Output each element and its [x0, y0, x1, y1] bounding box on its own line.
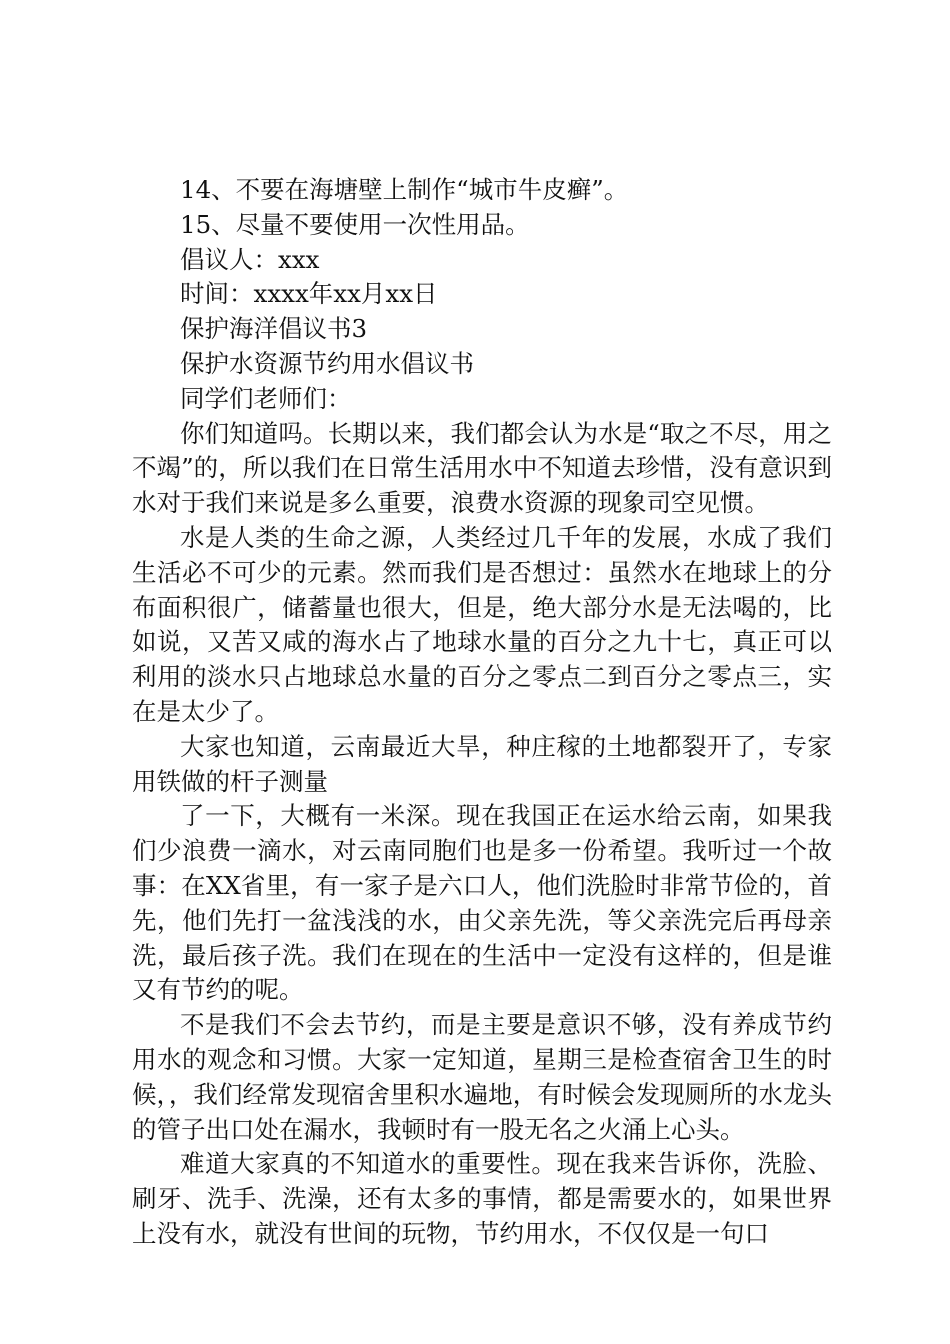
salutation: 同学们老师们： [180, 383, 352, 413]
list-item-15: 15、尽量不要使用一次性用品。 [180, 209, 530, 239]
body-paragraph-5: 不是我们不会去节约，而是主要是意识不够，没有养成节约用水的观念和习惯。大家一定知道，星期三是检查宿舍卫生的时候，，我们经常发现宿舍里积水遍地，有时候会发现厕所的水龙头的管子出口处在漏水，我顿时有一股无名之火涌上心头。 [132, 1010, 832, 1144]
document-title: 保护水资源节约用水倡议书 [180, 348, 474, 378]
date-line: 时间：xxxx年xx月xx日 [180, 279, 438, 309]
body-paragraph-3: 大家也知道，云南最近大旱，种庄稼的土地都裂开了，专家用铁做的杆子测量 [132, 731, 832, 796]
body-paragraph-2: 水是人类的生命之源，人类经过几千年的发展，水成了我们生活必不可少的元素。然而我们是否想过：虽然水在地球上的分布面积很广，储蓄量也很大，但是，绝大部分水是无法喝的，比如说，又苦又咸的海水占了地球水量的百分之九十七，真正可以利用的淡水只占地球总水量的百分之零点二到百分之零点三，实在是太少了。 [132, 522, 832, 726]
initiator-line: 倡议人：xxx [180, 244, 320, 274]
body-paragraph-6: 难道大家真的不知道水的重要性。现在我来告诉你，洗脸、刷牙、洗手、洗澡，还有太多的事情，都是需要水的，如果世界上没有水，就没有世间的玩物，节约用水，不仅仅是一句口 [132, 1149, 832, 1248]
section-heading: 保护海洋倡议书3 [180, 314, 368, 344]
document-body [132, 173, 832, 1252]
body-paragraph-1: 你们知道吗。长期以来，我们都会认为水是“取之不尽，用之不竭”的，所以我们在日常生活用水中不知道去珍惜，没有意识到水对于我们来说是多么重要，浪费水资源的现象司空见惯。 [132, 418, 832, 518]
list-item-14: 14、不要在海塘壁上制作“城市牛皮癣”。 [180, 175, 629, 204]
body-paragraph-4: 了一下，大概有一米深。现在我国正在运水给云南，如果我们少浪费一滴水，对云南同胞们也是多一份希望。我听过一个故事：在XX省里，有一家子是六口人，他们洗脸时非常节俭的，首先，他们先打一盆浅浅的水，由父亲先洗，等父亲洗完后再母亲洗，最后孩子洗。我们在现在的生活中一定没有这样的，但是谁又有节约的呢。 [132, 801, 832, 1005]
